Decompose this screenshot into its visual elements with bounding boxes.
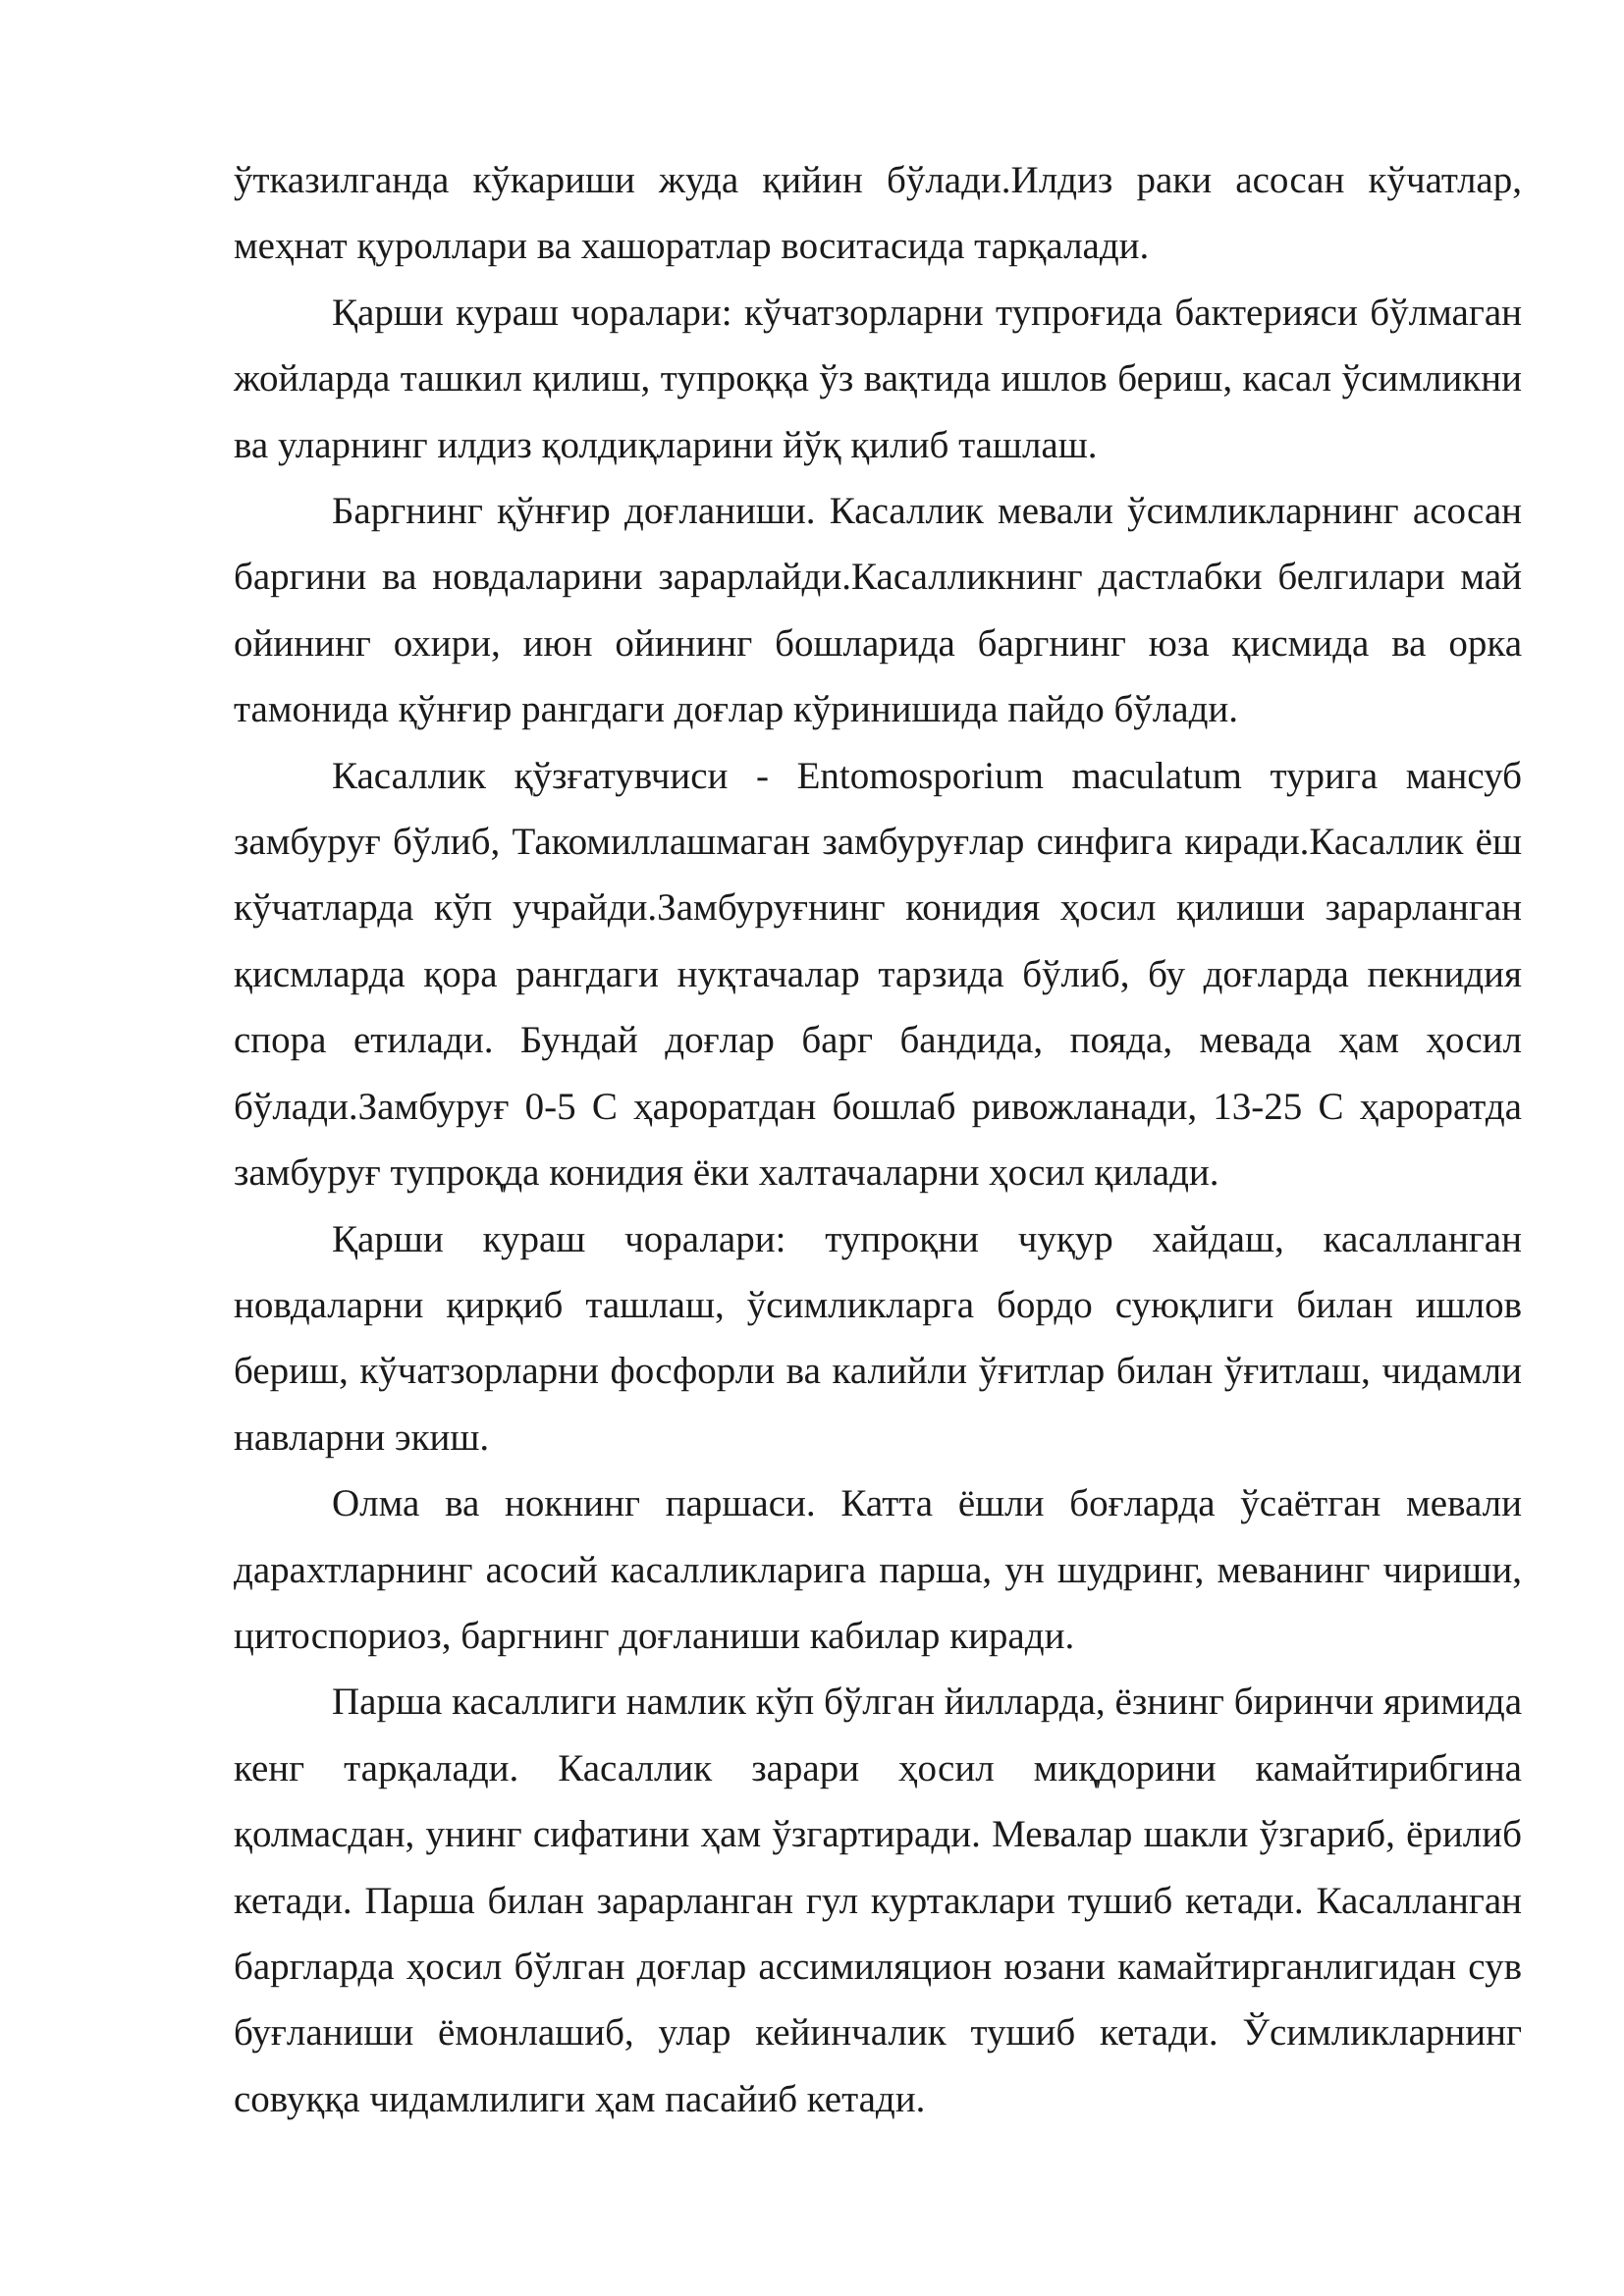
paragraph: ўтказилганда кўкариши жуда қийин бўлади.Илдиз раки асосан кўчатлар, меҳнат қуроллари ва хашоратлар воситасида тарқалади. bbox=[234, 159, 1522, 268]
paragraph: Қарши кураш чоралари: кўчатзорларни тупроғида бактерияси бўлмаган жойларда ташкил қилиш, тупроққа ўз вақтида ишлов бериш, касал ўсимликни ва уларнинг илдиз қолдиқларини йўқ қилиб ташлаш. bbox=[234, 291, 1522, 466]
document-body bbox=[234, 147, 1522, 2132]
paragraph: Баргнинг қўнғир доғланиши. Касаллик мевали ўсимликларнинг асосан баргини ва новдаларини зарарлайди.Касалликнинг дастлабки белгилари май ойининг охири, июн ойининг бошларида баргнинг юза қисмида ва орка тамонида қўнғир рангдаги доғлар кўринишида пайдо бўлади. bbox=[234, 490, 1522, 731]
paragraph: Олма ва нокнинг паршаси. Катта ёшли боғларда ўсаётган мевали дарахтларнинг асосий касалликларига парша, ун шудринг, меванинг чириши, цитоспориоз, баргнинг доғланиши кабилар киради. bbox=[234, 1482, 1522, 1657]
paragraph: Парша касаллиги намлик кўп бўлган йилларда, ёзнинг биринчи яримида кенг тарқалади. Касаллик зарари ҳосил миқдорини камайтирибгина қолмасдан, унинг сифатини ҳам ўзгартиради. Мевалар шакли ўзгариб, ёрилиб кетади. Парша билан зарарланган гул куртаклари тушиб кетади. Касалланган баргларда ҳосил бўлган доғлар ассимиляцион юзани камайтирганлигидан сув буғланиши ёмонлашиб, улар кейинчалик тушиб кетади. Ўсимликларнинг совуққа чидамлилиги ҳам пасайиб кетади. bbox=[234, 1681, 1522, 2120]
paragraph: Қарши кураш чоралари: тупроқни чуқур хайдаш, касалланган новдаларни қирқиб ташлаш, ўсимликларга бордо суюқлиги билан ишлов бериш, кўчатзорларни фосфорли ва калийли ўғитлар билан ўғитлаш, чидамли навларни экиш. bbox=[234, 1217, 1522, 1459]
paragraph: Касаллик қўзғатувчиси - Entomosporium maculatum турига мансуб замбуруғ бўлиб, Такомиллашмаган замбуруғлар синфига киради.Касаллик ёш кўчатларда кўп учрайди.Замбуруғнинг конидия ҳосил қилиши зарарланган қисмларда қора рангдаги нуқтачалар тарзида бўлиб, бу доғларда пекнидия спора етилади. Бундай доғлар барг бандида, пояда, мевада ҳам ҳосил бўлади.Замбуруғ 0-5 С ҳароратдан бошлаб ривожланади, 13-25 С ҳароратда замбуруғ тупроқда конидия ёки халтачаларни ҳосил қилади. bbox=[234, 754, 1522, 1195]
